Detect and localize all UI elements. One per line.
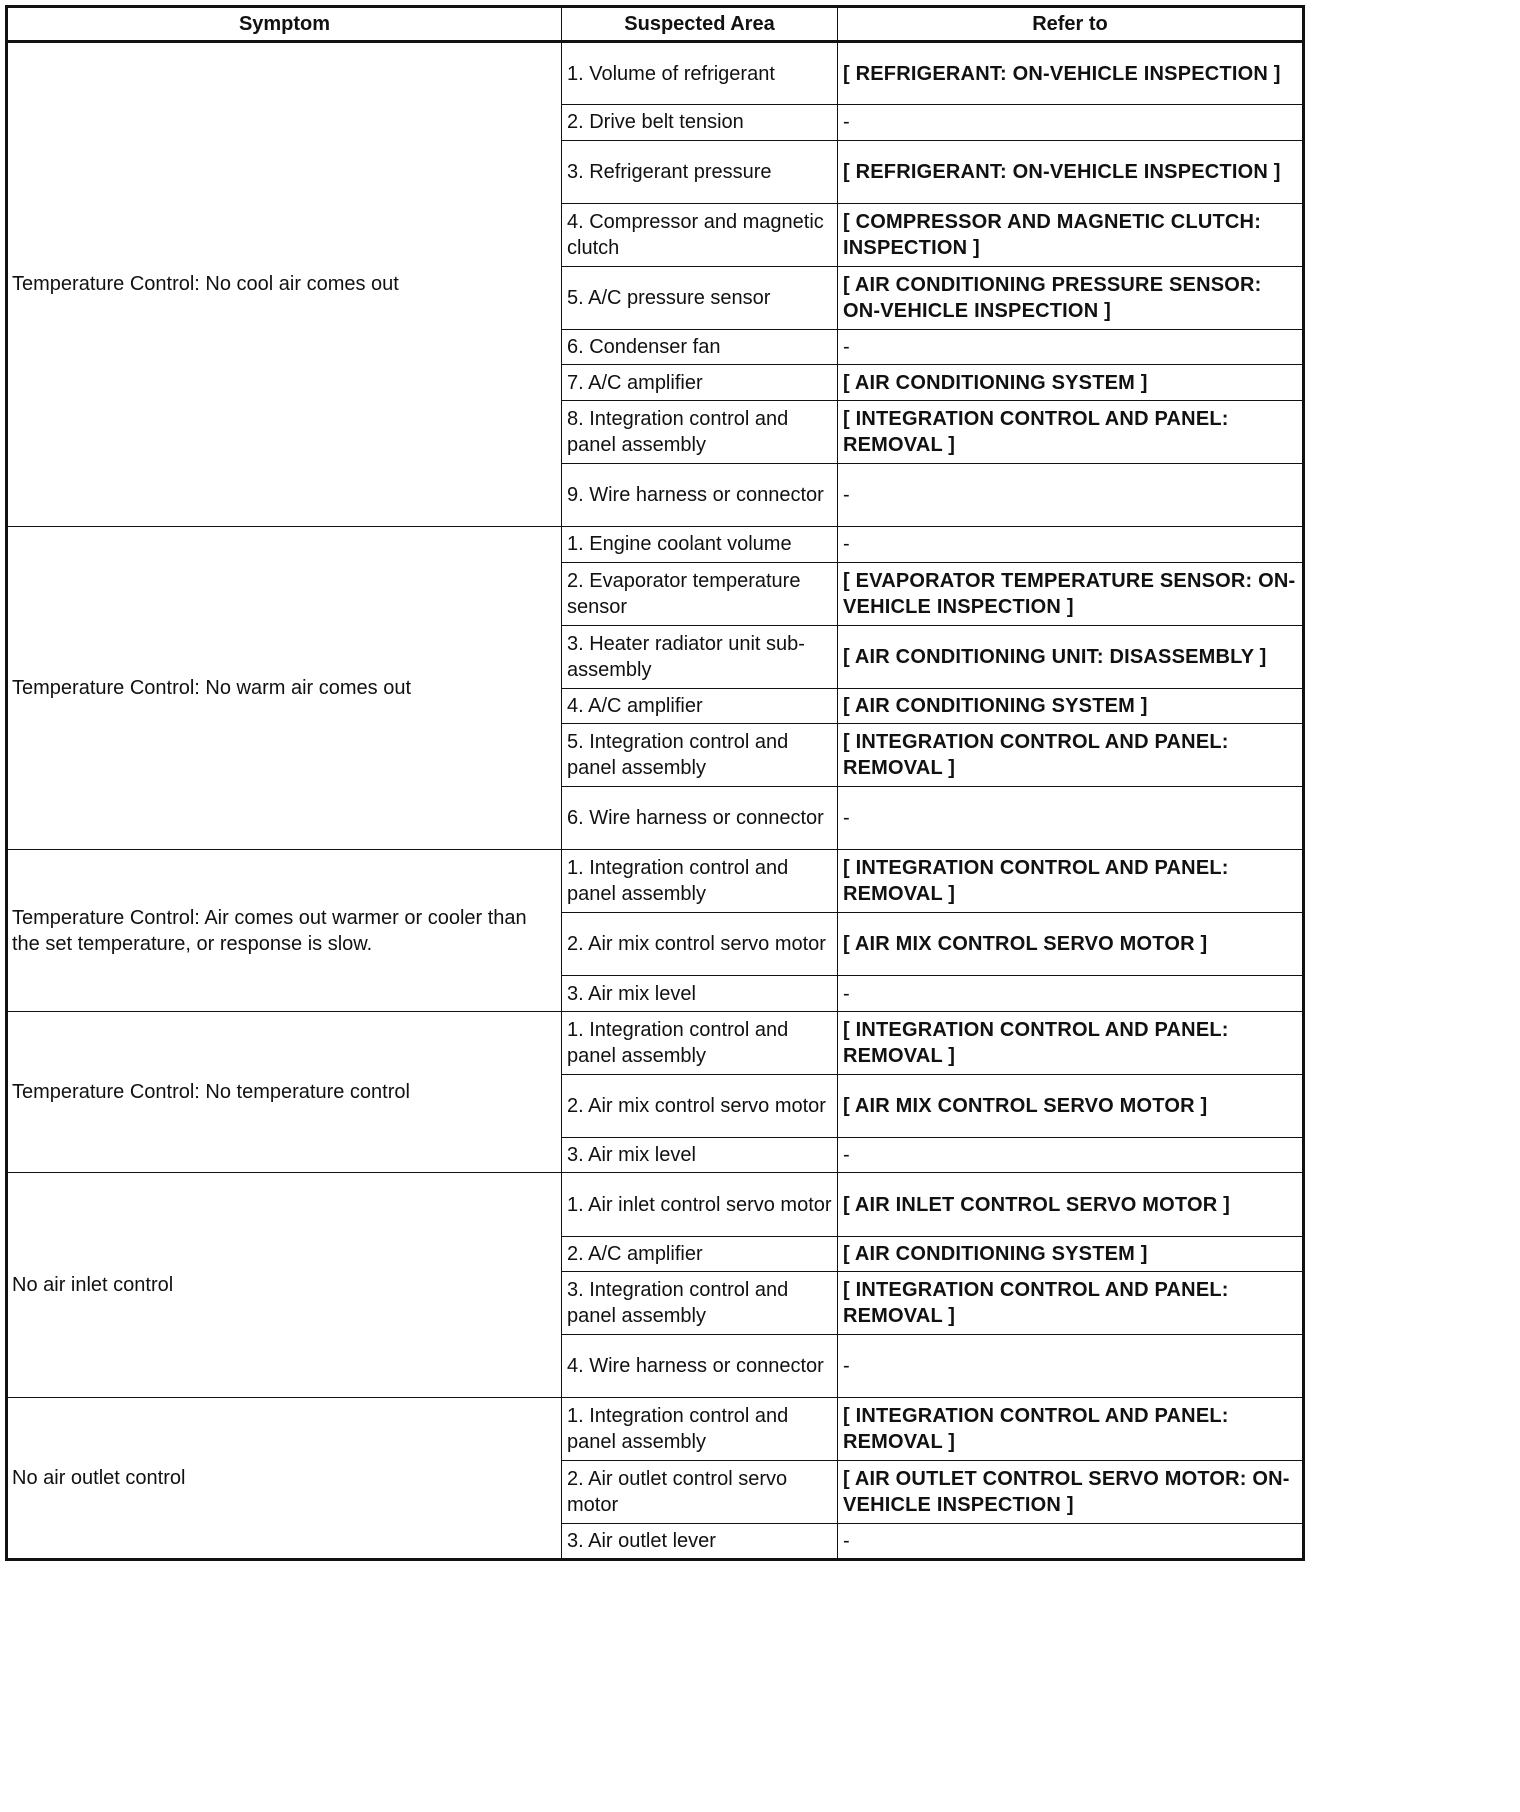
suspected-area-cell: 2. Evaporator temperature sensor (562, 562, 838, 625)
refer-to-cell: [ REFRIGERANT: ON-VEHICLE INSPECTION ] (838, 42, 1304, 105)
suspected-area-cell: 9. Wire harness or connector (562, 463, 838, 526)
symptom-cell: Temperature Control: No warm air comes out (7, 526, 562, 849)
refer-to-cell: [ EVAPORATOR TEMPERATURE SENSOR: ON-VEHICLE INSPECTION ] (838, 562, 1304, 625)
header-suspected-area: Suspected Area (562, 7, 838, 42)
refer-to-cell: [ INTEGRATION CONTROL AND PANEL: REMOVAL ] (838, 1272, 1304, 1335)
header-symptom: Symptom (7, 7, 562, 42)
suspected-area-cell: 2. Air outlet control servo motor (562, 1461, 838, 1524)
refer-to-cell: - (838, 526, 1304, 562)
suspected-area-cell: 4. Compressor and magnetic clutch (562, 203, 838, 266)
troubleshooting-table (5, 5, 1305, 1561)
refer-to-cell: [ AIR MIX CONTROL SERVO MOTOR ] (838, 1074, 1304, 1137)
refer-to-cell: [ INTEGRATION CONTROL AND PANEL: REMOVAL ] (838, 724, 1304, 787)
refer-to-cell: [ INTEGRATION CONTROL AND PANEL: REMOVAL ] (838, 1398, 1304, 1461)
suspected-area-cell: 5. Integration control and panel assembly (562, 724, 838, 787)
header-row (7, 7, 1304, 42)
table-row (7, 850, 1304, 913)
suspected-area-cell: 5. A/C pressure sensor (562, 266, 838, 329)
refer-to-cell: [ AIR OUTLET CONTROL SERVO MOTOR: ON-VEHICLE INSPECTION ] (838, 1461, 1304, 1524)
suspected-area-cell: 8. Integration control and panel assembly (562, 400, 838, 463)
table-row (7, 1398, 1304, 1461)
suspected-area-cell: 1. Engine coolant volume (562, 526, 838, 562)
symptom-cell: Temperature Control: Air comes out warmer or cooler than the set temperature, or response is slow. (7, 850, 562, 1012)
suspected-area-cell: 4. A/C amplifier (562, 688, 838, 724)
suspected-area-cell: 6. Condenser fan (562, 329, 838, 365)
suspected-area-cell: 3. Air mix level (562, 1137, 838, 1173)
suspected-area-cell: 3. Refrigerant pressure (562, 140, 838, 203)
refer-to-cell: [ AIR INLET CONTROL SERVO MOTOR ] (838, 1173, 1304, 1236)
suspected-area-cell: 3. Integration control and panel assembly (562, 1272, 838, 1335)
suspected-area-cell: 1. Integration control and panel assembly (562, 850, 838, 913)
table-row (7, 42, 1304, 105)
refer-to-cell: [ INTEGRATION CONTROL AND PANEL: REMOVAL ] (838, 850, 1304, 913)
symptom-cell: No air outlet control (7, 1398, 562, 1560)
suspected-area-cell: 2. Drive belt tension (562, 105, 838, 141)
suspected-area-cell: 3. Heater radiator unit sub-assembly (562, 625, 838, 688)
refer-to-cell: [ COMPRESSOR AND MAGNETIC CLUTCH: INSPECTION ] (838, 203, 1304, 266)
refer-to-cell: [ AIR MIX CONTROL SERVO MOTOR ] (838, 913, 1304, 976)
refer-to-cell: - (838, 329, 1304, 365)
refer-to-cell: - (838, 1335, 1304, 1398)
suspected-area-cell: 2. Air mix control servo motor (562, 1074, 838, 1137)
refer-to-cell: - (838, 1137, 1304, 1173)
refer-to-cell: [ AIR CONDITIONING SYSTEM ] (838, 688, 1304, 724)
suspected-area-cell: 7. A/C amplifier (562, 365, 838, 401)
table-row (7, 1173, 1304, 1236)
suspected-area-cell: 1. Integration control and panel assembly (562, 1011, 838, 1074)
symptom-cell: No air inlet control (7, 1173, 562, 1398)
suspected-area-cell: 3. Air mix level (562, 976, 838, 1012)
refer-to-cell: - (838, 976, 1304, 1012)
refer-to-cell: [ INTEGRATION CONTROL AND PANEL: REMOVAL ] (838, 400, 1304, 463)
refer-to-cell: [ AIR CONDITIONING SYSTEM ] (838, 1236, 1304, 1272)
refer-to-cell: [ AIR CONDITIONING PRESSURE SENSOR: ON-VEHICLE INSPECTION ] (838, 266, 1304, 329)
symptom-cell: Temperature Control: No cool air comes out (7, 42, 562, 527)
symptom-cell: Temperature Control: No temperature control (7, 1011, 562, 1173)
suspected-area-cell: 1. Volume of refrigerant (562, 42, 838, 105)
refer-to-cell: - (838, 787, 1304, 850)
refer-to-cell: - (838, 463, 1304, 526)
refer-to-cell: [ AIR CONDITIONING UNIT: DISASSEMBLY ] (838, 625, 1304, 688)
header-refer-to: Refer to (838, 7, 1304, 42)
refer-to-cell: - (838, 105, 1304, 141)
refer-to-cell: [ INTEGRATION CONTROL AND PANEL: REMOVAL ] (838, 1011, 1304, 1074)
suspected-area-cell: 6. Wire harness or connector (562, 787, 838, 850)
refer-to-cell: [ REFRIGERANT: ON-VEHICLE INSPECTION ] (838, 140, 1304, 203)
table-row (7, 1011, 1304, 1074)
suspected-area-cell: 4. Wire harness or connector (562, 1335, 838, 1398)
refer-to-cell: [ AIR CONDITIONING SYSTEM ] (838, 365, 1304, 401)
table-body (7, 42, 1304, 1560)
table-row (7, 526, 1304, 562)
refer-to-cell: - (838, 1524, 1304, 1560)
suspected-area-cell: 1. Integration control and panel assembly (562, 1398, 838, 1461)
suspected-area-cell: 1. Air inlet control servo motor (562, 1173, 838, 1236)
suspected-area-cell: 2. A/C amplifier (562, 1236, 838, 1272)
suspected-area-cell: 2. Air mix control servo motor (562, 913, 838, 976)
suspected-area-cell: 3. Air outlet lever (562, 1524, 838, 1560)
